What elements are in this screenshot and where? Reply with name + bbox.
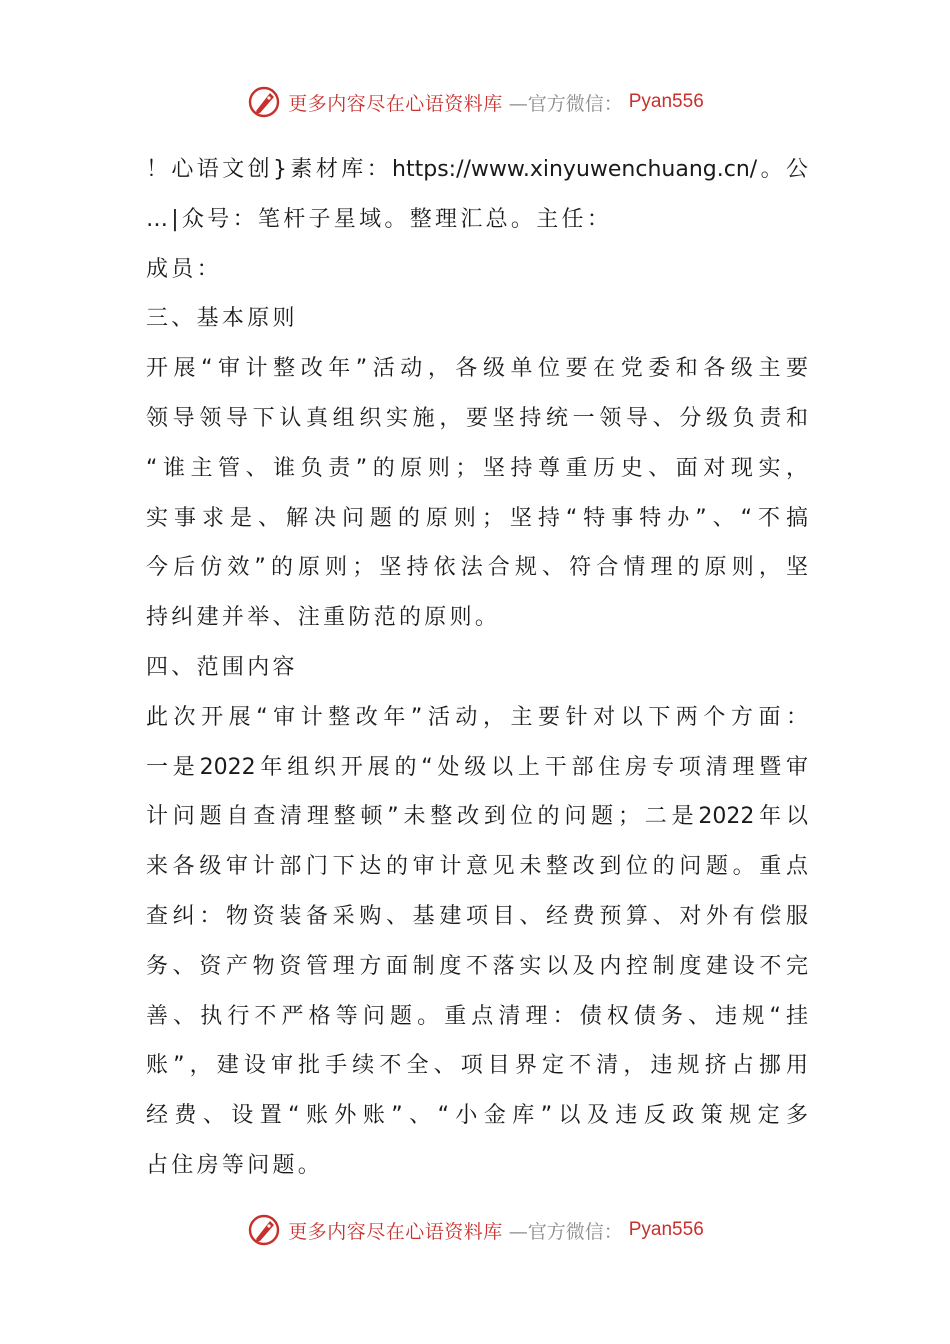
pen-nib-logo-icon: [246, 84, 282, 120]
text-line: “谁主管、谁负责”的原则；坚持尊重历史、面对现实，: [146, 455, 808, 481]
text-line: 善、执行不严格等问题。重点清理：债权债务、违规“挂: [146, 1003, 808, 1029]
section-heading: 四、范围内容: [146, 654, 298, 680]
text-line: 来各级审计部门下达的审计意见未整改到位的问题。重点: [146, 854, 808, 880]
text-line: …|众号：笔杆子星域。整理汇总。主任：: [146, 206, 613, 232]
text-line: 占住房等问题。: [146, 1152, 324, 1178]
text-line: 计问题自查清理整顿”未整改到位的问题；二是2022年以: [146, 804, 808, 830]
text-line: 务、资产物资管理方面制度不落实以及内控制度建设不完: [146, 953, 808, 979]
text-line: 持纠建并举、注重防范的原则。: [146, 605, 501, 631]
text-line: 经费、设置“账外账”、“小金库”以及违反政策规定多: [146, 1103, 808, 1129]
header-watermark-banner: [0, 82, 950, 122]
text-line: 成员：: [146, 256, 222, 282]
text-line: 账”，建设审批手续不全、项目界定不清，违规挤占挪用: [146, 1053, 808, 1079]
banner-account-id: Pyan556: [628, 91, 704, 112]
pen-nib-logo-icon: [246, 1212, 282, 1248]
text-line: 开展“审计整改年”活动，各级单位要在党委和各级主要: [146, 356, 808, 382]
text-line: 一是2022年组织开展的“处级以上干部住房专项清理暨审: [146, 754, 808, 780]
text-line: ！心语文创}素材库：https://www.xinyuwenchuang.cn/。公: [146, 157, 808, 182]
footer-watermark-banner: [0, 1210, 950, 1250]
section-heading: 三、基本原则: [146, 306, 298, 332]
banner-separator-text: —官方微信：: [508, 92, 623, 115]
document-body: [146, 145, 808, 1191]
banner-main-text: 更多内容尽在心语资料库: [288, 1220, 503, 1243]
banner-account-id: Pyan556: [628, 1219, 704, 1240]
text-line: 实事求是、解决问题的原则；坚持“特事特办”、“不搞: [146, 505, 808, 531]
text-line: 此次开展“审计整改年”活动，主要针对以下两个方面：: [146, 704, 808, 730]
banner-main-text: 更多内容尽在心语资料库: [288, 92, 503, 115]
text-line: 查纠：物资装备采购、基建项目、经费预算、对外有偿服: [146, 903, 808, 929]
text-line: 今后仿效”的原则；坚持依法合规、符合情理的原则，坚: [146, 555, 808, 581]
text-line: 领导领导下认真组织实施，要坚持统一领导、分级负责和: [146, 405, 808, 431]
banner-separator-text: —官方微信：: [508, 1220, 623, 1243]
